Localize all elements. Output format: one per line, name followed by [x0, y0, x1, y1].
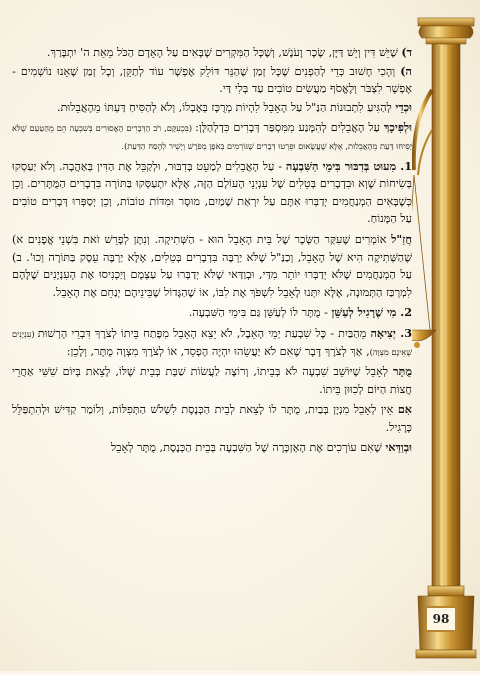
paragraph-body: אֵין לְאָבֵל מִנְיָן בְּבַיִת, מֻתָּר לוֹ לָצֵאת לְבֵית הַכְּנֶסֶת לִשְׁלֹשׁ הַתְּפִלּוֹת, וְלוֹמַר קַדִּישׁ וּלְהִתְפַּלֵּל כָּרָגִיל. [12, 403, 412, 434]
paragraph-body: שֶׁאִם עוֹרְכִים אֶת הָאַזְכָּרָה שֶׁל הַשִּׁבְעָה בְּבֵית הַכְּנֶסֶת, מֻתָּר לְאָבֵל [110, 441, 386, 455]
paragraph-body: מֵהַבַּיִת - כָּל שִׁבְעַת יְמֵי הָאֵבֶל, לֹא יֵצֵא הָאָבֵל מִפֶּתַח בֵּיתוֹ לְצֹרֶךְ דִּבְרֵי הָרְשׁוּת [37, 326, 371, 340]
section-2 [12, 304, 412, 322]
paragraph-h [12, 63, 412, 98]
paragraph-lead: ה) [400, 63, 412, 78]
section-heading: 1. מִעוּט בְּדִבּוּר בִּימֵי הַשִּׁבְעָה [285, 158, 412, 173]
section-heading: 2. מִי שֶׁרָגִיל לְעַשֵּׁן [331, 305, 412, 320]
decorative-column [412, 0, 480, 671]
paragraph-uvevadai [12, 439, 412, 457]
page-number-text: 98 [432, 612, 450, 626]
paragraph-body: לְהַגִּיעַ לִתְבוּנוֹת הַנַּ"ל עַל הָאָבֵל לִהְיוֹת מְרֻכָּז בְּאֶבְלוֹ, וְלֹא לְהַסִּיחַ דַּעְתּוֹ מֵהָאֲבֵלוּת. [57, 100, 396, 114]
paragraph-body: שֶׁיֵּשׁ דִּין וְיֵשׁ דַּיָּן, שָׂכָר וָעֹנֶשׁ, וְשֶׁכָּל הַמִּקְרִים שֶׁבָּאִים עַל הָאָדָם הַכֹּל מֵאֵת ה' יִתְבָּרַךְ. [46, 46, 402, 59]
paragraph-body-tail: , אַךְ לְצֹרֶךְ דָּבָר שֶׁאִם לֹא יַעֲשֵׂהוּ יִהְיֶה הֶפְסֵד, אוֹ לְצֹרֶךְ מִצְוָה מֻתָּר, וְלָכֵן: [66, 344, 370, 358]
paragraph-ulefichach [12, 119, 412, 154]
main-text [12, 44, 412, 458]
paragraph-body: - מֻתָּר לוֹ לְעַשֵּׁן גַּם בִּימֵי הַשִּׁבְעָה. [188, 306, 332, 320]
paragraph-body: לְאָבֵל שֶׁיּוֹשֵׁב שִׁבְעָה לֹא בְּבֵיתוֹ, וְרוֹצֶה לַעֲשׂוֹת שַׁבָּת בְּבֵית שֶׁלּוֹ, לָצֵאת בְּיוֹם שִׁשִּׁי אַחֲרֵי חֲצוֹת הַיּוֹם לְכִוּוּן בֵּיתוֹ. [12, 365, 412, 396]
paragraph-note: (בִּכְעִקָּם, רֹב הַדְּבָרִים הָאֲסוּרִים בְּשִׁבְעָה הֵם מֵהַטַּעַם שֶׁלֹּא יַסִּיחוּ דַּעַת מֵהָאֲבֵלוּת, אֶלָּא שֶׁעֲשָׂאוּם וּפֵרְטוּ דְּבָרִים שֶׁגּוֹרְמִים בְּאֹפֶן מְפֹרָשׁ וְיָשִׁיר לְהֶסַּח הַדַּעַת). [12, 123, 412, 151]
paragraph-uchdei [12, 99, 412, 117]
paragraph-body: - עַל הָאֲבֵלִים לְמַעֵט בְּדִבּוּר, וּלְקַבֵּל אֶת הַדִּין בְּאַהֲבָה. וְלֹא יַעַסְקוּ בְּשִׂיחוֹת שָׁוְא וּבִדְבָרִים בְּטֵלִים שֶׁל עִנְיְנֵי הָעוֹלָם הַזֶּה, אֶלָּא יִתְעַסְּקוּ בַּתּוֹרָה בִּדְבָרִים הַמֻּתָּרִים. וְכֵן כְּשֶׁבָּאִים הַמְנַחֲמִים יְדַבְּרוּ אִתָּם עַל יִרְאַת שָׁמַיִם, מוּסָר וּמִדּוֹת טוֹבוֹת, וְכֵן יְסַפְּרוּ דְּבָרִים טוֹבִים עַל הַמָּנוֹחַ. [12, 159, 412, 226]
paragraph-mutar [12, 363, 412, 398]
paragraph-im [12, 401, 412, 436]
column-illustration [412, 0, 480, 671]
paragraph-lead: ד) [401, 45, 412, 59]
paragraph-lead: וּלְפִיכָךְ [383, 120, 412, 135]
page-number [425, 606, 457, 632]
paragraph-lead: חֲזַ"ל [391, 231, 412, 246]
section-heading: 3. יְצִיאָה [370, 325, 412, 340]
paragraph-note: (עִנְיָנִים שֶׁאֵינָם מִצְוָה) [12, 328, 412, 357]
paragraph-body: וְהָכִי חָשׁוּב כְּדֵי לְהַפְנִים שֶׁכָּל זְמַן שֶׁהַנֵּר דּוֹלֵק אֶפְשָׁר עוֹד לְתַקֵּן, וְכָל זְמַן שֶׁאָנוּ נוֹשְׁמִים - אֶפְשָׁר לִצְבֹּר וְלֶאֱסֹף מַעֲשִׂים טוֹבִים עַד בְּלִי דַּי. [12, 64, 412, 96]
paragraph-lead: מֻתָּר [393, 364, 412, 379]
paragraph-body: עַל הָאֲבֵלִים לְהִמָּנַע מִמִּסְפַּר דְּבָרִים כִּדְלְהַלָּן: [195, 121, 384, 135]
paragraph-lead: אִם [397, 402, 412, 417]
paragraph-d [12, 44, 412, 62]
paragraph-body: אוֹמְרִים שֶׁעִקַּר הַשָּׂכָר שֶׁל בֵּית הָאָבֵל הוּא - הַשְּׁתִיקָה. וְנִתָּן לְפָרֵשׁ זֹאת בִּשְׁנֵי אֳפָנִים א) שֶׁהַשְּׁתִיקָה הִיא שֶׁל הָאָבֵל, וְכַנַּ"ל שֶׁלֹּא יַרְבֶּה בִּדְבָרִים בְּטֵלִים, אֶלָּא יַרְבֶּה עֵסֶק בַּתּוֹרָה וְכוּ'. ב) עַל הַמְנַחֲמִים שֶׁלֹּא יְדַבְּרוּ יוֹתֵר מִדַּי, וּבְוַדַּאי שֶׁלֹּא יְדַבְּרוּ עַל עַצְמָם וְיַכְנִיסוּ אֶת הָעִנְיָנִים שֶׁלָּהֶם לִמְרְכַּז הַתְּמוּנָה, אֶלָּא יִתְּנוּ לָאָבֵל לִשְׁפֹּךְ אֶת לִבּוֹ, אוֹ שֶׁהַגָּדוֹל שֶׁבֵּינֵיהֶם יְנַחֵם אֶת הָאָבֵל. [12, 232, 412, 299]
section-3 [12, 325, 412, 360]
paragraph-chazal [12, 231, 412, 301]
section-1 [12, 158, 412, 228]
paragraph-lead: וּכְדֵי [395, 99, 412, 114]
paragraph-lead: וּבְוַדַּאי [385, 440, 412, 455]
